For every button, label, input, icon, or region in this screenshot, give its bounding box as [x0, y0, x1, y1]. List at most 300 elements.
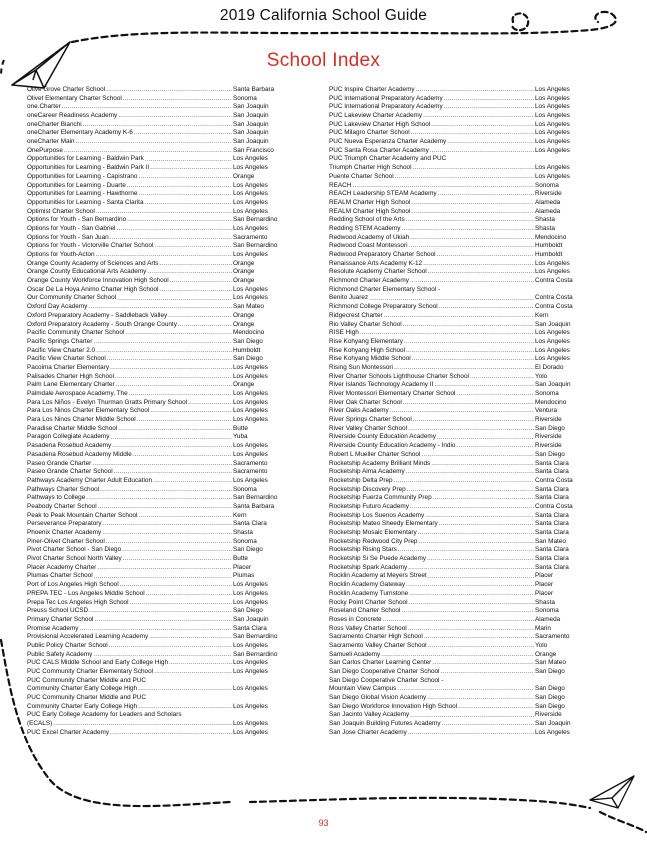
school-name: Opportunities for Learning - Baldwin Park [27, 155, 144, 163]
school-name: Our Community Charter School [27, 294, 117, 302]
index-entry [329, 286, 597, 295]
school-name: Redding School of the Arts [329, 216, 405, 224]
school-name: Rocketship Mateo Sheedy Elementary [329, 520, 438, 528]
county-name: Los Angeles [535, 138, 570, 146]
school-name: Piner-Olivet Charter School [27, 537, 105, 545]
index-entry [27, 486, 295, 495]
dot-leader [102, 529, 232, 538]
county-name: Los Angeles [233, 641, 268, 649]
county-name: San Joaquin [233, 615, 269, 623]
index-entry [27, 347, 295, 356]
county-name: San Francisco [233, 146, 274, 154]
index-entry [329, 216, 597, 225]
school-name: Rocketship Fuerza Community Prep [329, 494, 432, 502]
county-name: Los Angeles [233, 589, 268, 597]
dot-leader [109, 642, 232, 651]
index-entry [27, 694, 295, 703]
dot-leader [106, 86, 232, 95]
school-name: Robert L Mueller Charter School [329, 450, 421, 458]
index-entry [329, 234, 597, 243]
dot-leader [444, 103, 534, 112]
dot-leader [145, 199, 232, 208]
dot-leader [401, 607, 534, 616]
dot-leader [115, 373, 232, 382]
school-name: Pathways Charter School [27, 485, 100, 493]
index-entry [329, 199, 597, 208]
index-entry [27, 242, 295, 251]
index-entry [329, 460, 597, 469]
county-name: Contra Costa [535, 502, 573, 510]
dot-leader [408, 729, 534, 738]
county-name: Shasta [535, 216, 555, 224]
county-name: Orange [535, 650, 557, 658]
index-entry [27, 373, 295, 382]
school-name: REACH Leadership STEAM Academy [329, 190, 437, 198]
dot-leader [123, 555, 232, 564]
index-entry [27, 434, 295, 443]
school-name: Oxford Preparatory Academy - South Orange County [27, 320, 177, 328]
school-name: PUC International Preparatory Academy [329, 103, 443, 111]
school-name: Rise Kohyang Middle School [329, 355, 411, 363]
dot-leader [410, 503, 534, 512]
index-entry [27, 442, 295, 451]
dot-leader [428, 268, 534, 277]
dot-leader [398, 546, 534, 555]
county-name: San Diego [233, 355, 263, 363]
index-entry [27, 173, 295, 182]
index-entry [329, 503, 597, 512]
dot-leader [404, 338, 534, 347]
school-name: PUC International Preparatory Academy [329, 94, 443, 102]
school-name: Oxford Day Academy [27, 303, 88, 311]
index-entry [329, 399, 597, 408]
school-name: Riverside County Education Academy - Indio [329, 442, 456, 450]
county-name: Los Angeles [233, 390, 268, 398]
index-entry [27, 156, 295, 165]
index-entry [27, 590, 295, 599]
dot-leader [352, 182, 534, 191]
school-name: oneCharter Main [27, 138, 75, 146]
dot-leader [394, 364, 534, 373]
dot-leader [159, 260, 232, 269]
index-entry [27, 399, 295, 408]
index-entry [329, 607, 597, 616]
dot-leader [423, 260, 534, 269]
county-name: Placer [535, 589, 554, 597]
left-index-column [27, 86, 295, 738]
school-name: Rocketship Spark Academy [329, 563, 408, 571]
school-name: Riverside County Education Academy [329, 433, 436, 441]
index-title: School Index [266, 50, 381, 71]
index-entry [329, 303, 597, 312]
county-name: Riverside [535, 416, 562, 424]
school-name: Orange County Educational Arts Academy [27, 268, 147, 276]
dot-leader [53, 720, 232, 729]
index-entry [329, 651, 597, 660]
county-name: Los Angeles [535, 346, 570, 354]
school-name: REALM Charter High School [329, 207, 411, 215]
index-entry [27, 564, 295, 573]
dot-leader [427, 555, 534, 564]
dot-leader [439, 303, 534, 312]
index-entry [27, 86, 295, 95]
dot-leader [401, 225, 534, 234]
school-name: PUC Excel Charter Academy [27, 728, 110, 736]
county-name: San Joaquin [535, 720, 571, 728]
school-name: Orange County Workforce Innovation High School [27, 277, 169, 285]
dot-leader [409, 242, 534, 251]
index-entry [27, 216, 295, 225]
school-name: RISE High [329, 329, 359, 337]
dot-leader [98, 503, 232, 512]
county-name: Los Angeles [535, 355, 570, 363]
index-entry [27, 121, 295, 130]
index-entry [329, 103, 597, 112]
dot-leader [437, 251, 534, 260]
county-name: Santa Clara [535, 563, 569, 571]
index-entry [27, 251, 295, 260]
school-name: PUC Early College Academy for Leaders and Scholars [27, 711, 182, 719]
index-entry [27, 95, 295, 104]
dot-leader [442, 720, 534, 729]
index-entry [27, 190, 295, 199]
county-name: San Joaquin [535, 320, 571, 328]
dot-leader [188, 399, 232, 408]
index-entry [329, 355, 597, 364]
school-name: Pathways Academy Charter Adult Education [27, 476, 153, 484]
dot-leader [103, 520, 232, 529]
dot-leader [432, 659, 534, 668]
dot-leader [406, 347, 534, 356]
county-name: Los Angeles [233, 363, 268, 371]
county-name: Los Angeles [233, 728, 268, 736]
index-entry [27, 286, 295, 295]
dot-leader [118, 425, 232, 434]
county-name: Contra Costa [535, 277, 573, 285]
dot-leader [93, 338, 232, 347]
school-name: Ridgecrest Charter [329, 311, 383, 319]
dot-leader [123, 95, 232, 104]
county-name: Los Angeles [233, 442, 268, 450]
dot-leader [408, 425, 534, 434]
index-entry [329, 112, 597, 121]
index-entry [329, 390, 597, 399]
dot-leader [170, 277, 232, 286]
county-name: San Joaquin [233, 138, 269, 146]
county-name: Los Angeles [535, 103, 570, 111]
dot-leader [418, 529, 534, 538]
index-entry [27, 277, 295, 286]
county-name: Mendocino [535, 233, 567, 241]
index-entry [329, 434, 597, 443]
school-name: PUC Milagro Charter School [329, 129, 410, 137]
county-name: Los Angeles [233, 581, 268, 589]
dot-leader [134, 129, 232, 138]
index-entry [329, 373, 597, 382]
index-entry [329, 494, 597, 503]
index-entry [27, 703, 295, 712]
index-entry [27, 668, 295, 677]
dot-leader [86, 494, 232, 503]
dot-leader [408, 564, 534, 573]
school-name: PUC Santa Rosa Charter Academy [329, 146, 429, 154]
dot-leader [153, 477, 232, 486]
county-name: San Bernardino [233, 650, 278, 658]
index-entry [329, 468, 597, 477]
county-name: Sacramento [233, 459, 268, 467]
county-name: San Bernardino [233, 216, 278, 224]
index-entry [329, 156, 597, 165]
school-name: one.Charter [27, 103, 61, 111]
school-name: Rio Valley Charter School [329, 320, 402, 328]
county-name: Sonoma [535, 607, 559, 615]
county-name: Los Angeles [233, 476, 268, 484]
county-name: Los Angeles [233, 164, 268, 172]
index-entry [329, 599, 597, 608]
school-name: (ECALS) [27, 720, 53, 728]
index-entry [329, 86, 597, 95]
school-name: Options for Youth - San Gabriel [27, 224, 116, 232]
dot-leader [444, 95, 534, 104]
dot-leader [408, 625, 534, 634]
dot-leader [130, 599, 233, 608]
dot-leader [106, 538, 232, 547]
index-entry [27, 329, 295, 338]
dot-leader [410, 712, 534, 721]
index-entry [27, 381, 295, 390]
index-entry [329, 208, 597, 217]
index-entry [27, 712, 295, 721]
county-name: Los Angeles [535, 120, 570, 128]
dot-leader [456, 390, 534, 399]
index-entry [329, 381, 597, 390]
index-entry [329, 520, 597, 529]
county-name: Santa Clara [535, 459, 569, 467]
dot-leader [428, 573, 534, 582]
index-entry [27, 147, 295, 156]
index-entry [329, 425, 597, 434]
dot-leader [138, 190, 232, 199]
dot-leader [458, 703, 534, 712]
index-entry [329, 685, 597, 694]
county-name: Los Angeles [233, 685, 268, 693]
school-name: Triumph Charter High School [329, 164, 412, 172]
school-name: San Diego Cooperative Charter School [329, 668, 440, 676]
county-name: San Diego [535, 702, 565, 710]
school-name: Options for Youth-Acton [27, 251, 95, 259]
dot-leader [88, 303, 232, 312]
dot-leader [447, 156, 534, 165]
school-name: Para Los Niños - Evelyn Thurman Gratts Primary School [27, 398, 188, 406]
county-name: Santa Clara [535, 546, 569, 554]
county-name: San Joaquin [233, 103, 269, 111]
school-name: Pathways to College [27, 494, 86, 502]
county-name: Los Angeles [233, 207, 268, 215]
index-entry [329, 529, 597, 538]
dot-leader [360, 329, 534, 338]
school-name: Peak to Peak Mountain Charter School [27, 511, 138, 519]
county-name: Los Angeles [233, 155, 268, 163]
county-name: Butte [233, 555, 248, 563]
school-name: Pivot Charter School North Valley [27, 555, 122, 563]
county-name: Los Angeles [233, 198, 268, 206]
school-name: River Islands Technology Academy II [329, 381, 434, 389]
school-name: Richmond Charter Elementary School - [329, 285, 441, 293]
school-name: Mountain View Campus [329, 685, 397, 693]
index-entry [329, 268, 597, 277]
index-entry [329, 538, 597, 547]
index-entry [329, 407, 597, 416]
dot-leader [96, 251, 232, 260]
dot-leader [94, 616, 232, 625]
school-name: Olive Grove Charter School [27, 85, 106, 93]
county-name: Los Angeles [233, 190, 268, 198]
school-name: Orange County Academy of Sciences and Arts [27, 259, 159, 267]
index-entry [27, 573, 295, 582]
county-name: San Joaquin [233, 112, 269, 120]
index-entry [329, 95, 597, 104]
dot-leader [412, 355, 534, 364]
county-name: Los Angeles [535, 129, 570, 137]
index-entry [329, 720, 597, 729]
school-name: San Joaquin Building Futures Academy [329, 720, 441, 728]
school-name: Options for Youth - San Juan [27, 233, 109, 241]
county-name: El Dorado [535, 363, 564, 371]
dot-leader [97, 564, 232, 573]
county-name: Los Angeles [535, 112, 570, 120]
index-entry [329, 321, 597, 330]
school-name: Renaissance Arts Academy K-12 [329, 259, 423, 267]
county-name: Orange [233, 172, 255, 180]
school-name: San Diego Cooperative Charter School - [329, 676, 444, 684]
dot-leader [138, 173, 232, 182]
index-entry [329, 625, 597, 634]
index-entry [27, 208, 295, 217]
dot-leader [421, 451, 534, 460]
county-name: Orange [233, 311, 255, 319]
county-name: Butte [233, 424, 248, 432]
index-entry [27, 555, 295, 564]
school-name: Opportunities for Learning - Hawthorne [27, 190, 138, 198]
index-entry [329, 190, 597, 199]
school-name: River Springs Charter School [329, 416, 412, 424]
county-name: Los Angeles [233, 659, 268, 667]
index-entry [27, 659, 295, 668]
dot-leader [118, 112, 232, 121]
index-entry [329, 347, 597, 356]
index-entry [27, 138, 295, 147]
school-name: Options for Youth - San Bernardino [27, 216, 127, 224]
school-name: PUC Community Charter Elementary School [27, 668, 154, 676]
school-name: PUC CALS Middle School and Early College High [27, 659, 169, 667]
county-name: Santa Clara [233, 520, 267, 528]
dot-leader [107, 355, 232, 364]
county-name: Sonoma [233, 94, 257, 102]
county-name: Placer [233, 563, 252, 571]
index-entry [329, 677, 597, 686]
dot-leader [116, 225, 232, 234]
county-name: Los Angeles [535, 268, 570, 276]
school-name: REACH [329, 181, 352, 189]
index-entry [329, 147, 597, 156]
school-name: Phoenix Charter Academy [27, 529, 102, 537]
index-entry [329, 242, 597, 251]
index-entry [27, 729, 295, 738]
county-name: Los Angeles [233, 407, 268, 415]
dot-leader [129, 390, 232, 399]
dot-leader [93, 651, 232, 660]
county-name: Sonoma [233, 537, 257, 545]
school-name: PUC Community Charter Middle and PUC [27, 676, 146, 684]
index-entry [329, 546, 597, 555]
dot-leader [428, 642, 534, 651]
county-name: Orange [233, 259, 255, 267]
dot-leader [418, 538, 534, 547]
index-entry [27, 390, 295, 399]
index-entry [329, 329, 597, 338]
index-entry [329, 659, 597, 668]
dot-leader [127, 216, 232, 225]
school-name: Public Policy Charter School [27, 641, 108, 649]
index-entry [27, 503, 295, 512]
index-entry [329, 416, 597, 425]
school-name: Optimist Charter School [27, 207, 95, 215]
index-entry [27, 303, 295, 312]
county-name: Los Angeles [535, 172, 570, 180]
county-name: Los Angeles [233, 372, 268, 380]
school-name: Redwood Preparatory Charter School [329, 251, 436, 259]
dot-leader [76, 138, 232, 147]
school-name: PUC Nueva Esperanza Charter Academy [329, 138, 447, 146]
county-name: San Joaquin [535, 381, 571, 389]
school-name: oneCharter Bianchi [27, 120, 82, 128]
county-name: Los Angeles [535, 329, 570, 337]
school-name: Opportunities for Learning - Duarte [27, 181, 126, 189]
dot-leader [83, 121, 232, 130]
dot-leader [96, 347, 232, 356]
index-entry [27, 321, 295, 330]
county-name: Los Angeles [535, 85, 570, 93]
school-name: Pacific View Charter School [27, 355, 106, 363]
dot-leader [92, 460, 232, 469]
dot-leader [447, 138, 534, 147]
school-name: Paragon Collegiate Academy [27, 433, 110, 441]
dot-leader [456, 442, 534, 451]
dot-leader [138, 685, 232, 694]
school-name: Pasadena Rosebud Academy [27, 442, 112, 450]
dot-leader [94, 573, 232, 582]
dot-leader [409, 599, 535, 608]
county-name: Santa Barbara [233, 502, 275, 510]
index-entry [27, 425, 295, 434]
school-name: Public Safety Academy [27, 650, 93, 658]
dot-leader [154, 242, 232, 251]
index-entry [329, 668, 597, 677]
county-name: Orange [233, 320, 255, 328]
school-name: Redwood Academy of Ukiah [329, 233, 410, 241]
county-name: Alameda [535, 198, 561, 206]
dot-leader [381, 651, 534, 660]
school-name: Pacific View Charter 2.0 [27, 346, 96, 354]
index-entry [27, 312, 295, 321]
school-name: OnePurpose [27, 146, 63, 154]
school-name: San Carlos Charter Learning Center [329, 659, 432, 667]
dot-leader [147, 694, 232, 703]
county-name: Santa Barbara [233, 85, 275, 93]
dot-leader [178, 321, 232, 330]
county-name: Ventura [535, 407, 558, 415]
county-name: Marin [535, 624, 551, 632]
